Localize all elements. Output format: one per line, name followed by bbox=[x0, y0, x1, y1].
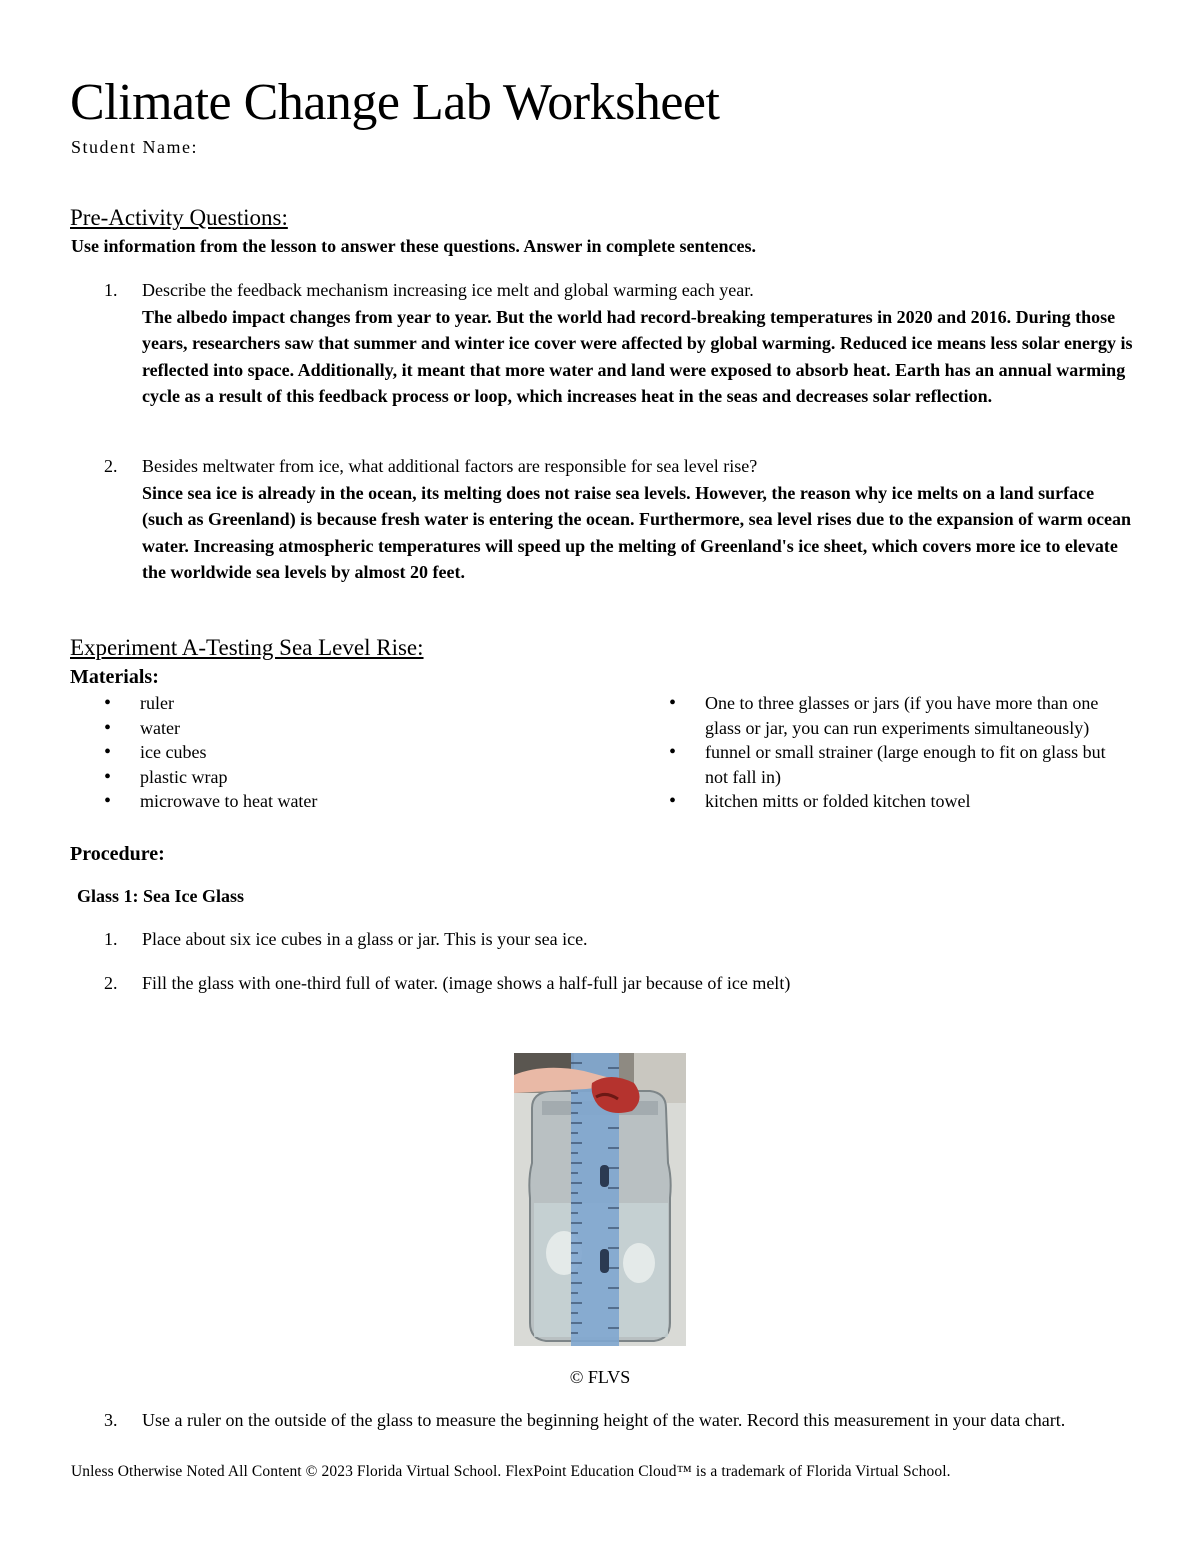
question-number: 2. bbox=[104, 456, 118, 476]
instructions: Use information from the lesson to answer these questions. Answer in complete sentences. bbox=[71, 236, 756, 256]
step-number: 1. bbox=[104, 929, 118, 949]
list-item: • microwave to heat water bbox=[104, 789, 584, 814]
materials-list-left bbox=[104, 691, 584, 814]
question-1 bbox=[104, 277, 1134, 410]
list-item: • kitchen mitts or folded kitchen towel bbox=[669, 789, 1119, 814]
glass-1-heading: Glass 1: Sea Ice Glass bbox=[77, 886, 245, 906]
question-text: Besides meltwater from ice, what additional factors are responsible for sea level rise? bbox=[142, 456, 758, 476]
question-text: Describe the feedback mechanism increasing ice melt and global warming each year. bbox=[142, 280, 754, 300]
answer-text: The albedo impact changes from year to year. But the world had record-breaking temperatures in 2020 and 2016. During those years, researchers saw that summer and winter ice cover were affected by global warming. Reduced ice means less solar energy is reflected into space. Additionally, it meant that more water and land were exposed to absorb heat. Earth has an annual warming cycle as a result of this feedback process or loop, which increases heat in the seas and decreases solar reflection. bbox=[142, 306, 1133, 407]
list-item: • One to three glasses or jars (if you have more than one glass or jar, you can run experiments simultaneously) bbox=[669, 691, 1119, 740]
list-item: • ice cubes bbox=[104, 740, 584, 765]
photo-caption: © FLVS bbox=[569, 1367, 631, 1387]
procedure-step-1 bbox=[104, 926, 1134, 953]
materials-heading: Materials: bbox=[70, 666, 159, 688]
step-text: Use a ruler on the outside of the glass to measure the beginning height of the water. Record this measurement in your data chart. bbox=[142, 1410, 1066, 1430]
step-text: Place about six ice cubes in a glass or jar. This is your sea ice. bbox=[142, 929, 588, 949]
list-item: • water bbox=[104, 716, 584, 741]
question-2 bbox=[104, 453, 1134, 586]
pre-activity-heading: Pre-Activity Questions: bbox=[70, 205, 288, 230]
experiment-heading: Experiment A-Testing Sea Level Rise: bbox=[70, 635, 424, 660]
page-title: Climate Change Lab Worksheet bbox=[70, 74, 720, 131]
list-item: • ruler bbox=[104, 691, 584, 716]
copyright-footer: Unless Otherwise Noted All Content © 2023 Florida Virtual School. FlexPoint Education Cloud™ is a trademark of Florida Virtual School. bbox=[71, 1463, 951, 1480]
answer-text: Since sea ice is already in the ocean, its melting does not raise sea levels. However, the reason why ice melts on a land surface (such as Greenland) is because fresh water is entering the ocean. Furthermore, sea level rises due to the expansion of warm ocean water. Increasing atmospheric temperatures will speed up the melting of Greenland's ice sheet, which covers more ice to elevate the worldwide sea levels by almost 20 feet. bbox=[142, 482, 1132, 583]
procedure-step-2 bbox=[104, 970, 1134, 997]
jar-with-ruler-photo bbox=[514, 1053, 686, 1346]
step-number: 3. bbox=[104, 1410, 118, 1430]
list-item: • plastic wrap bbox=[104, 765, 584, 790]
step-number: 2. bbox=[104, 973, 118, 993]
procedure-heading: Procedure: bbox=[70, 843, 165, 865]
procedure-step-3 bbox=[104, 1407, 1134, 1434]
materials-list-right bbox=[669, 691, 1119, 814]
list-item: • funnel or small strainer (large enough to fit on glass but not fall in) bbox=[669, 740, 1119, 789]
question-number: 1. bbox=[104, 280, 118, 300]
student-name-label: Student Name: bbox=[71, 137, 198, 157]
step-text: Fill the glass with one-third full of water. (image shows a half-full jar because of ice melt) bbox=[142, 973, 791, 993]
